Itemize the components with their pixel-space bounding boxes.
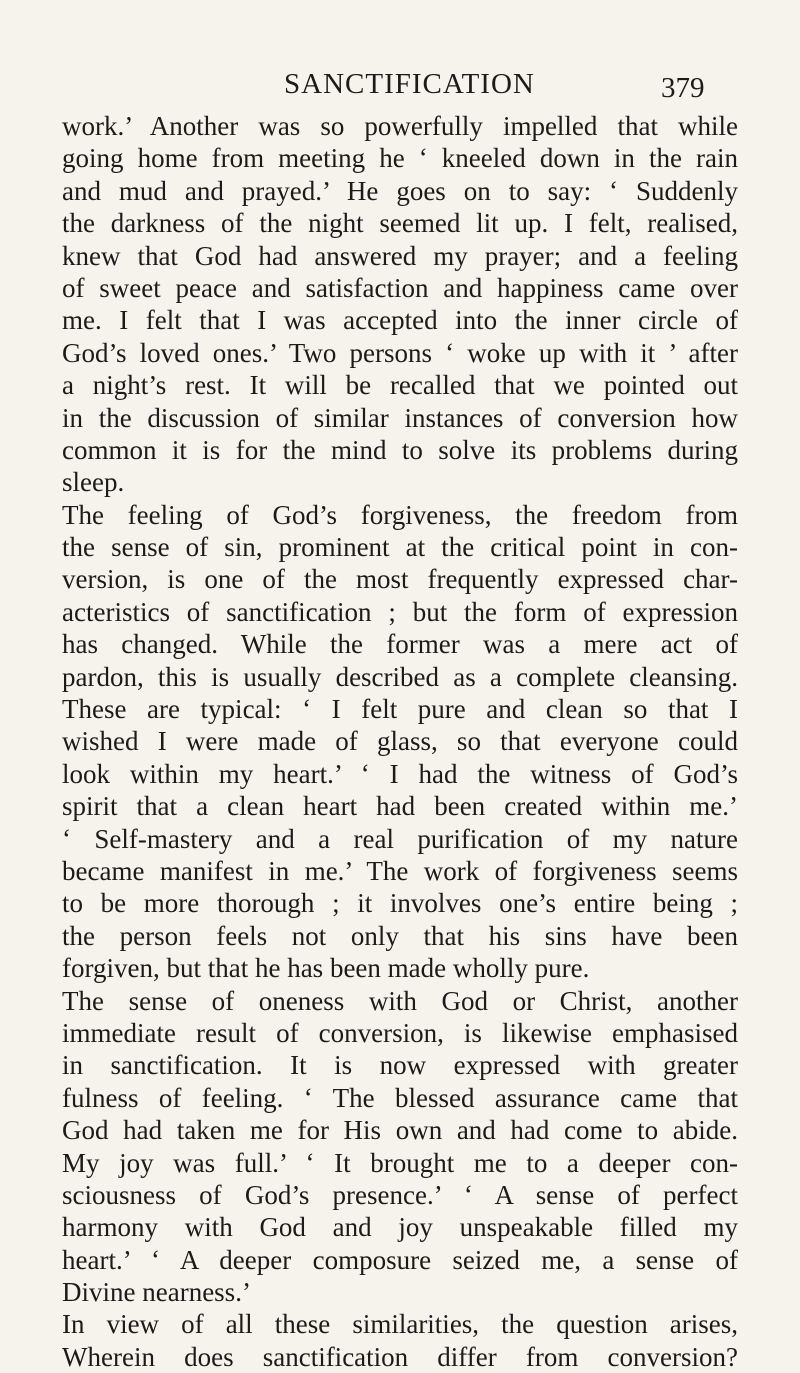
text-line: and mud and prayed.’ He goes on to say: ‘ Suddenly (62, 175, 738, 206)
text-line: immediate result of conversion, is likewise emphasised (62, 1017, 738, 1048)
text-line: became manifest in me.’ The work of forgiveness seems (62, 855, 738, 886)
page-number: 379 (661, 72, 705, 104)
text-line: spirit that a clean heart had been created within me.’ (62, 791, 738, 822)
text-line: ‘ Self-mastery and a real purification of my nature (62, 823, 738, 854)
text-line: In view of all these similarities, the question arises, (62, 1309, 738, 1340)
text-line: version, is one of the most frequently expressed char- (62, 564, 738, 595)
text-line: in the discussion of similar instances of conversion how (62, 402, 738, 433)
text-line: of sweet peace and satisfaction and happiness came over (62, 272, 738, 303)
text-line: a night’s rest. It will be recalled that we pointed out (62, 370, 738, 401)
text-line: harmony with God and joy unspeakable filled my (62, 1212, 738, 1243)
text-line: the person feels not only that his sins have been (62, 920, 738, 951)
body-text (62, 110, 738, 1373)
text-line: pardon, this is usually described as a complete cleansing. (62, 661, 738, 692)
text-line: sciousness of God’s presence.’ ‘ A sense of perfect (62, 1179, 738, 1210)
text-line: The sense of oneness with God or Christ, another (62, 985, 738, 1016)
text-line: work.’ Another was so powerfully impelled that while (62, 111, 738, 141)
text-line: has changed. While the former was a mere act of (62, 629, 738, 660)
text-line: going home from meeting he ‘ kneeled down in the rain (62, 143, 738, 174)
text-line: common it is for the mind to solve its problems during (62, 434, 738, 465)
text-line: the darkness of the night seemed lit up. I felt, realised, (62, 208, 738, 239)
running-title: SANCTIFICATION (284, 68, 535, 100)
text-line: in sanctification. It is now expressed with greater (62, 1050, 738, 1081)
text-line: forgiven, but that he has been made wholly pure. (62, 953, 590, 984)
text-line: Wherein does sanctification differ from conversion? (62, 1341, 738, 1372)
page-header (0, 66, 800, 106)
text-line: God had taken me for His own and had come to abide. (62, 1115, 738, 1146)
text-line: The feeling of God’s forgiveness, the freedom from (62, 499, 738, 530)
text-line: heart.’ ‘ A deeper composure seized me, a sense of (62, 1244, 738, 1275)
text-line: wished I were made of glass, so that everyone could (62, 726, 738, 757)
text-line: My joy was full.’ ‘ It brought me to a deeper con- (62, 1147, 738, 1178)
text-line: to be more thorough ; it involves one’s entire being ; (62, 888, 738, 919)
text-line: knew that God had answered my prayer; and a feeling (62, 240, 738, 271)
text-line: sleep. (62, 467, 125, 498)
text-line: fulness of feeling. ‘ The blessed assurance came that (62, 1082, 738, 1113)
text-line: Divine nearness.’ (62, 1277, 251, 1308)
text-line: God’s loved ones.’ Two persons ‘ woke up with it ’ after (62, 337, 738, 368)
text-line: the sense of sin, prominent at the critical point in con- (62, 532, 738, 563)
text-line: look within my heart.’ ‘ I had the witness of God’s (62, 758, 738, 789)
text-line: These are typical: ‘ I felt pure and clean so that I (62, 694, 738, 725)
text-line: me. I felt that I was accepted into the inner circle of (62, 305, 738, 336)
text-line: acteristics of sanctification ; but the form of expression (62, 596, 738, 627)
